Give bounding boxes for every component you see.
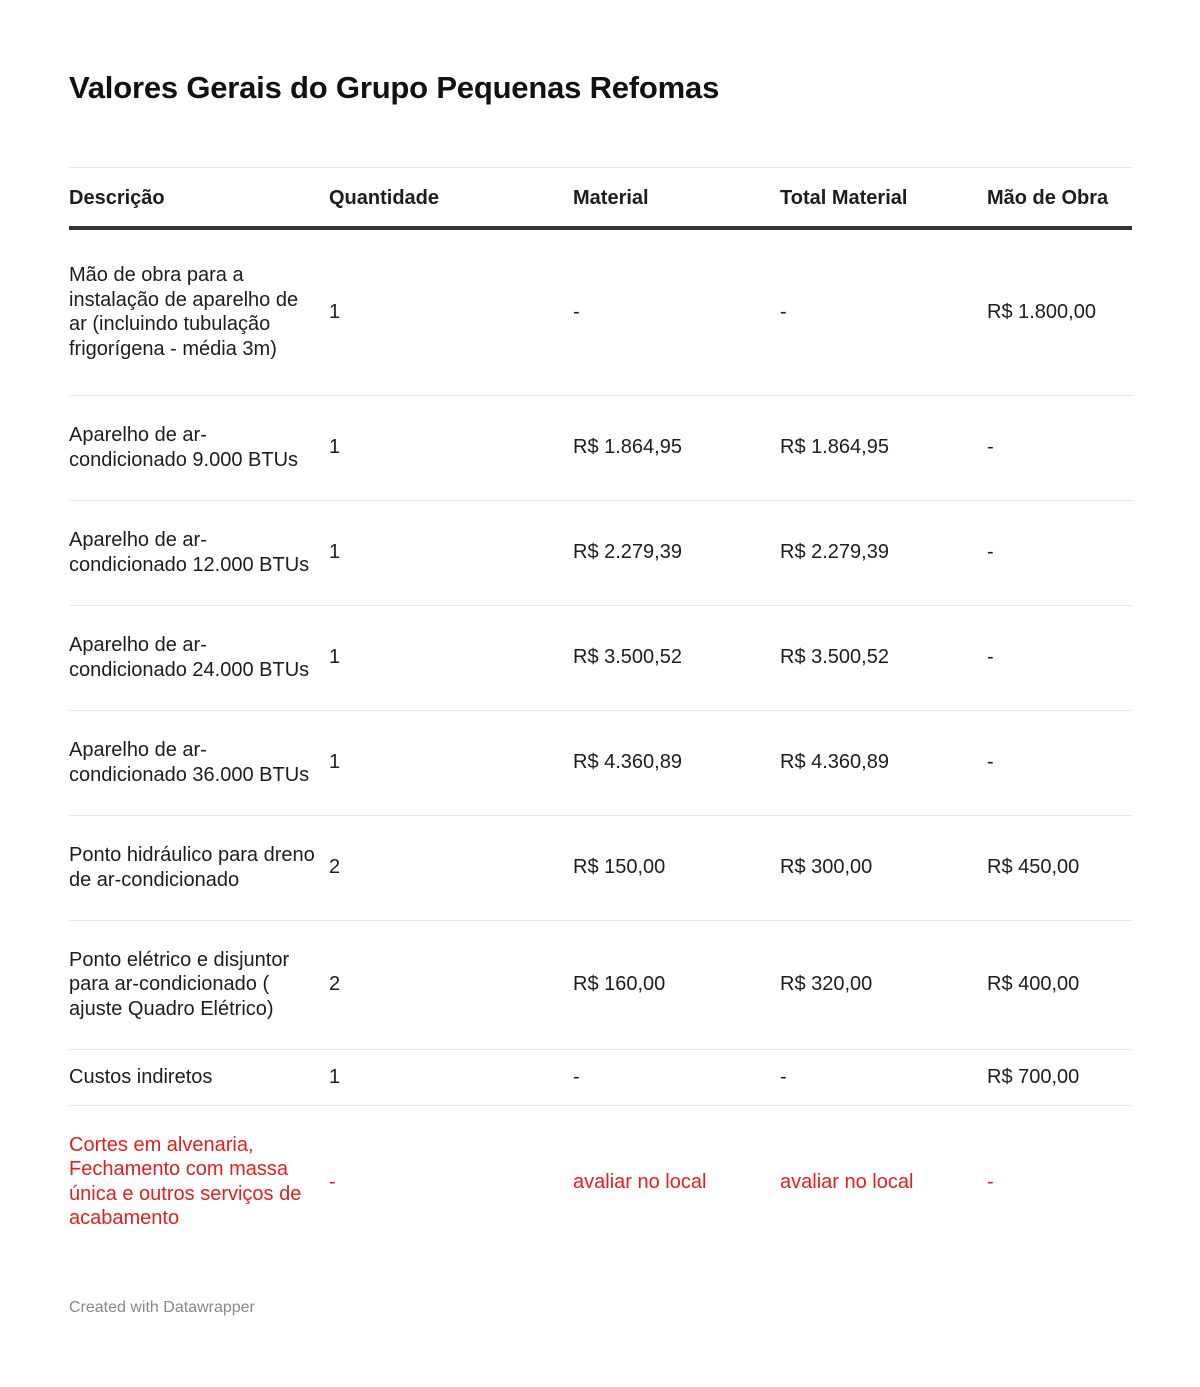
cell-descricao: Mão de obra para a instalação de aparelho de ar (incluindo tubulação frigorígena - média 3m): [69, 228, 329, 395]
cell-mao-de-obra: -: [987, 500, 1132, 605]
cost-table: [69, 168, 1132, 1258]
cell-mao-de-obra: R$ 450,00: [987, 815, 1132, 920]
cell-mao-de-obra: -: [987, 1170, 994, 1193]
cell-material: R$ 1.864,95: [573, 395, 780, 500]
cell-total-material: R$ 300,00: [780, 815, 987, 920]
cell-material: avaliar no local: [573, 1170, 707, 1193]
cell-material: -: [573, 228, 780, 395]
cell-descricao: Custos indiretos: [69, 1049, 329, 1105]
cell-quantidade: 1: [329, 1049, 573, 1105]
cell-total-material: R$ 1.864,95: [780, 395, 987, 500]
column-header-total-material[interactable]: Total Material: [780, 168, 987, 228]
cell-quantidade: 1: [329, 228, 573, 395]
cell-descricao: Aparelho de ar-condicionado 24.000 BTUs: [69, 605, 329, 710]
cell-mao-de-obra: R$ 700,00: [987, 1049, 1132, 1105]
cell-descricao: Ponto hidráulico para dreno de ar-condicionado: [69, 815, 329, 920]
cell-quantidade: 1: [329, 500, 573, 605]
cell-total-material: R$ 320,00: [780, 920, 987, 1049]
table-header-row: [69, 168, 1132, 228]
cell-descricao: Cortes em alvenaria, Fechamento com massa única e outros serviços de acabamento: [69, 1133, 302, 1230]
cell-mao-de-obra: R$ 1.800,00: [987, 228, 1132, 395]
cell-descricao: Aparelho de ar-condicionado 9.000 BTUs: [69, 395, 329, 500]
cell-descricao: Ponto elétrico e disjuntor para ar-condicionado ( ajuste Quadro Elétrico): [69, 920, 329, 1049]
cell-total-material: R$ 4.360,89: [780, 710, 987, 815]
cell-material: R$ 2.279,39: [573, 500, 780, 605]
cell-descricao: Aparelho de ar-condicionado 12.000 BTUs: [69, 500, 329, 605]
column-header-mao-de-obra[interactable]: Mão de Obra: [987, 168, 1132, 228]
cell-material: R$ 150,00: [573, 815, 780, 920]
cell-mao-de-obra: R$ 400,00: [987, 920, 1132, 1049]
table-row: [69, 395, 1132, 500]
cell-material: R$ 3.500,52: [573, 605, 780, 710]
cell-mao-de-obra: -: [987, 710, 1132, 815]
cell-quantidade: 2: [329, 815, 573, 920]
page-title: Valores Gerais do Grupo Pequenas Refomas: [69, 70, 720, 105]
table-row: [69, 815, 1132, 920]
cell-mao-de-obra: -: [987, 605, 1132, 710]
cell-quantidade: -: [329, 1170, 336, 1193]
column-header-material[interactable]: Material: [573, 168, 780, 228]
column-header-quantidade[interactable]: Quantidade: [329, 168, 573, 228]
cell-mao-de-obra: -: [987, 395, 1132, 500]
cell-quantidade: 2: [329, 920, 573, 1049]
cell-total-material: -: [780, 1049, 987, 1105]
table-row-highlighted: [69, 1105, 1132, 1258]
cell-total-material: R$ 2.279,39: [780, 500, 987, 605]
cell-descricao: Aparelho de ar-condicionado 36.000 BTUs: [69, 710, 329, 815]
cell-material: R$ 160,00: [573, 920, 780, 1049]
cell-total-material: avaliar no local: [780, 1170, 914, 1193]
table-body: [69, 228, 1132, 1258]
table-row: [69, 500, 1132, 605]
table-row: [69, 605, 1132, 710]
table-header: [69, 168, 1132, 228]
cell-total-material: R$ 3.500,52: [780, 605, 987, 710]
cell-quantidade: 1: [329, 710, 573, 815]
cell-material: R$ 4.360,89: [573, 710, 780, 815]
table-row: [69, 1049, 1132, 1105]
table-row: [69, 228, 1132, 395]
cell-total-material: -: [780, 228, 987, 395]
column-header-descricao[interactable]: Descrição: [69, 168, 329, 228]
footer-credit[interactable]: Created with Datawrapper: [69, 1299, 255, 1316]
cell-material: -: [573, 1049, 780, 1105]
cell-quantidade: 1: [329, 605, 573, 710]
cost-table-container: [69, 167, 1132, 1258]
cell-quantidade: 1: [329, 395, 573, 500]
table-row: [69, 710, 1132, 815]
table-row: [69, 920, 1132, 1049]
